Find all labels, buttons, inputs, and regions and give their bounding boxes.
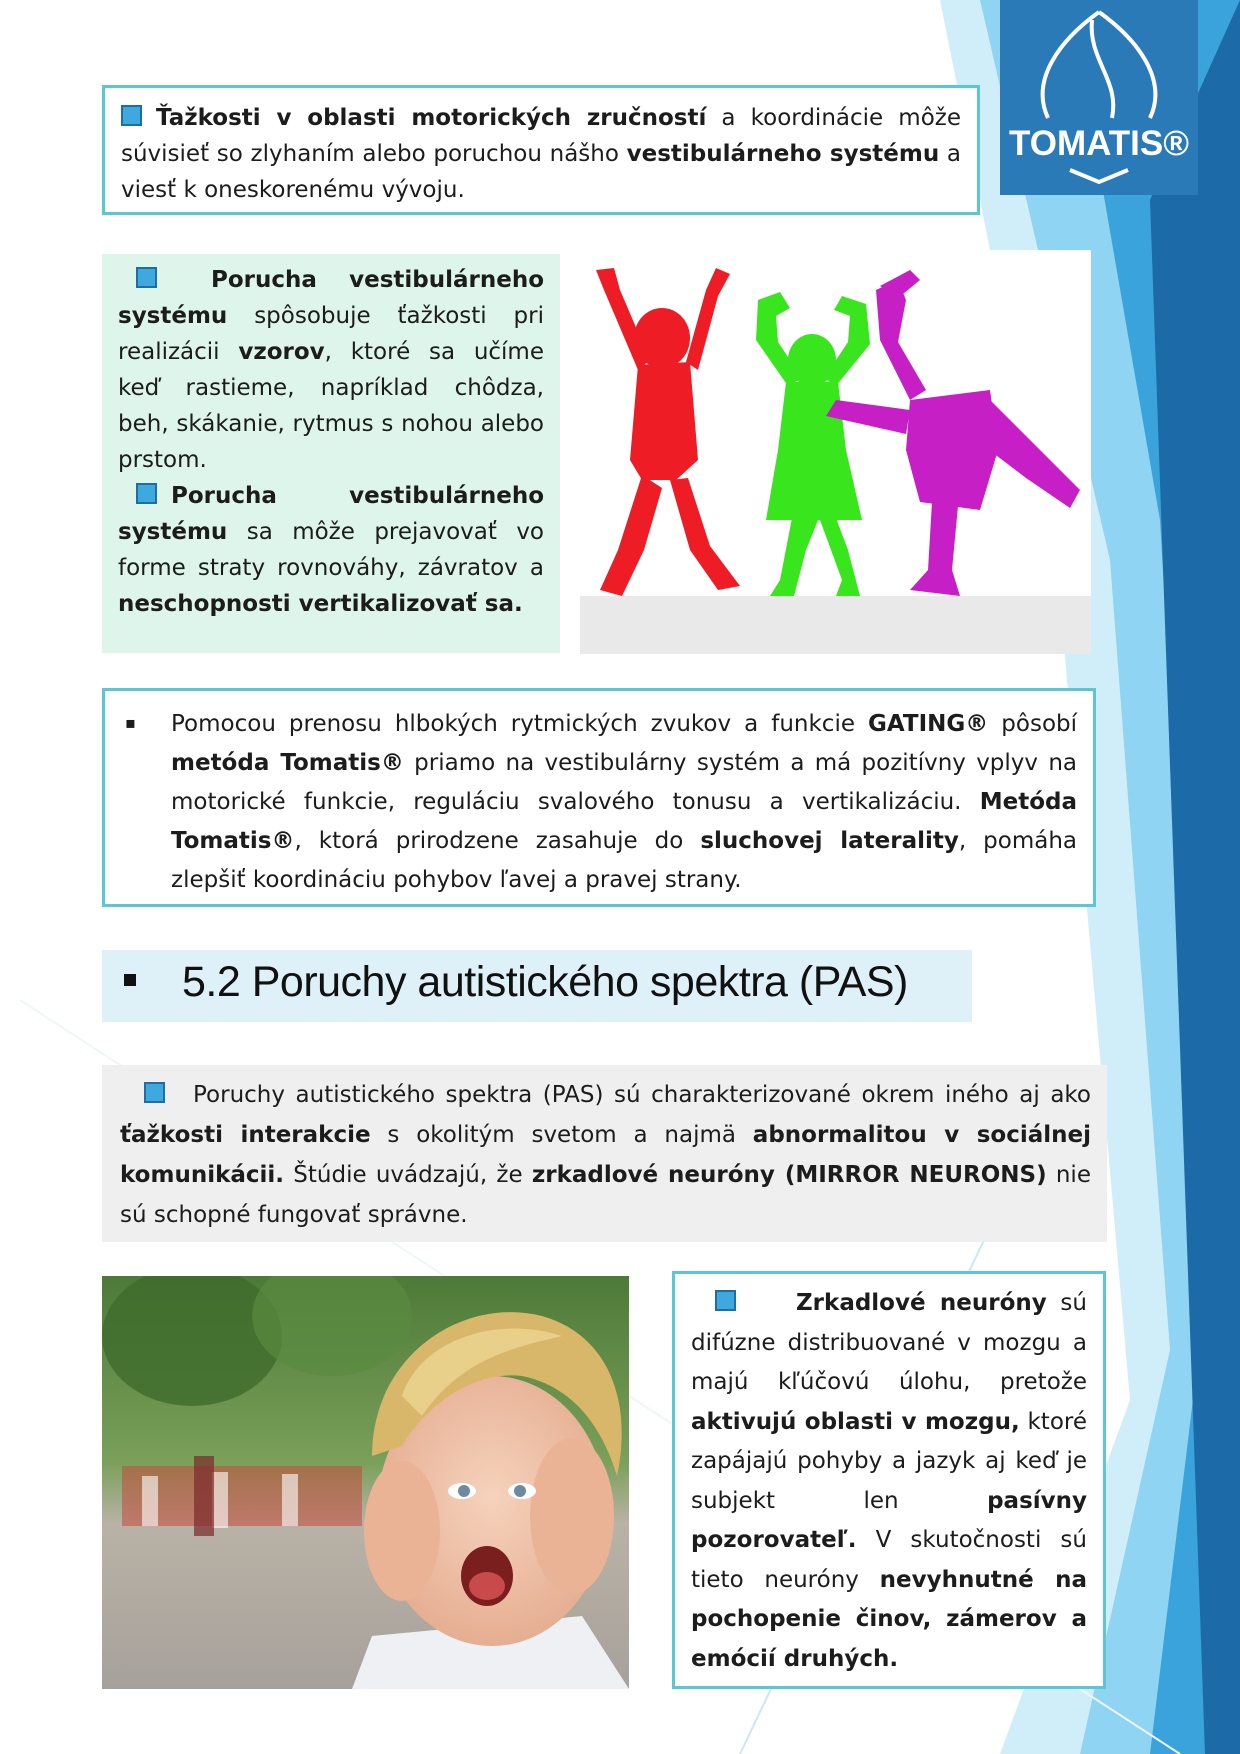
vestibular-disorder-box xyxy=(102,254,560,653)
bold-phrase: sluchovej laterality xyxy=(700,828,959,854)
square-bullet-icon xyxy=(144,1082,165,1103)
logo-text: TOMATIS® xyxy=(1008,124,1190,163)
text-run: V skutočnosti sú tieto neuróny xyxy=(691,1527,1087,1593)
text-run: Štúdie uvádzajú, že xyxy=(284,1162,532,1188)
autism-intro-box xyxy=(102,1065,1107,1242)
bold-phrase: metóda Tomatis® xyxy=(171,750,404,776)
bold-phrase: Porucha vestibulárneho systému xyxy=(118,267,544,329)
child-covering-ears-photo xyxy=(102,1276,629,1689)
motor-skills-text xyxy=(121,100,961,208)
text-run: s okolitým svetom a najmä xyxy=(370,1122,753,1148)
section-heading xyxy=(102,950,972,1022)
mirror-neurons-text xyxy=(691,1284,1087,1679)
bold-phrase: Metóda Tomatis® xyxy=(171,789,1077,854)
bold-phrase: aktivujú oblasti v mozgu, xyxy=(691,1408,1020,1435)
autism-intro-text xyxy=(120,1075,1091,1235)
text-run: priamo na vestibulárny systém a má pozitívny vplyv na motorické funkcie, reguláciu svalového tonusu a vertikalizáciu. xyxy=(171,750,1078,815)
text-run: sa môže prejavovať vo forme straty rovnováhy, závratov a xyxy=(118,519,544,581)
text-run: ktoré zapájajú pohyby a jazyk aj keď je subjekt len xyxy=(691,1408,1087,1514)
bold-phrase: Zrkadlové neuróny xyxy=(796,1290,1047,1316)
text-run: , ktorá prirodzene zasahuje do xyxy=(294,828,701,854)
square-bullet-icon xyxy=(715,1290,736,1311)
text-run: a koordinácie môže súvisieť so zlyhaním alebo poruchou nášho xyxy=(121,105,961,167)
text-run: sú difúzne distribuované v mozgu a majú kľúčovú úlohu, pretože xyxy=(691,1290,1087,1395)
text-run: a viesť k oneskorenému vývoju. xyxy=(121,141,962,203)
text-run: nie sú schopné fungovať správne. xyxy=(120,1162,1091,1228)
text-run: spôsobuje ťažkosti pri realizácii xyxy=(118,303,544,365)
square-bullet-icon xyxy=(136,267,157,288)
bold-phrase: abnormalitou v sociálnej komunikácii. xyxy=(120,1122,1091,1188)
bold-phrase: vestibulárneho systému xyxy=(626,141,940,167)
bold-phrase: zrkadlové neuróny (MIRROR NEURONS) xyxy=(531,1162,1047,1188)
bold-phrase: vzorov xyxy=(238,339,325,365)
tomatis-method-box xyxy=(102,688,1096,907)
tomatis-method-text xyxy=(171,705,1077,900)
bold-phrase: ťažkosti interakcie xyxy=(120,1122,371,1148)
text-run: Pomocou prenosu hlbokých rytmických zvukov a funkcie xyxy=(171,711,868,737)
text-run: , ktoré sa učíme keď rastieme, napríklad chôdza, beh, skákanie, rytmus s nohou alebo prstom. xyxy=(118,339,544,473)
square-bullet-icon xyxy=(136,483,157,504)
square-bullet-icon xyxy=(121,105,142,126)
bold-phrase: GATING® xyxy=(868,711,989,737)
list-bullet: ▪ xyxy=(125,713,136,732)
text-run: , pomáha zlepšiť koordináciu pohybov ľavej a pravej strany. xyxy=(171,828,1077,893)
heading-bullet-icon xyxy=(124,974,136,986)
dancing-children-illustration xyxy=(580,250,1091,654)
bold-phrase: Ťažkosti v oblasti motorických zručností xyxy=(156,105,707,131)
tomatis-logo xyxy=(1000,0,1198,195)
bold-phrase: pasívny pozorovateľ. xyxy=(691,1487,1087,1553)
vestibular-paragraph-2 xyxy=(118,478,544,622)
bold-phrase: nevyhnutné na pochopenie činov, zámerov a emócií druhých. xyxy=(691,1566,1087,1672)
motor-skills-box xyxy=(102,85,980,215)
text-run: Poruchy autistického spektra (PAS) sú charakterizované okrem iného aj ako xyxy=(193,1082,1091,1108)
bold-phrase: Porucha vestibulárneho systému xyxy=(118,483,544,545)
mirror-neurons-box xyxy=(672,1271,1106,1689)
vestibular-paragraph-1 xyxy=(118,262,544,478)
bold-phrase: neschopnosti vertikalizovať sa. xyxy=(118,591,523,617)
text-run: pôsobí xyxy=(988,711,1078,737)
logo-ear-icon xyxy=(1000,0,1198,195)
section-title: 5.2 Poruchy autistického spektra (PAS) xyxy=(182,958,908,1006)
